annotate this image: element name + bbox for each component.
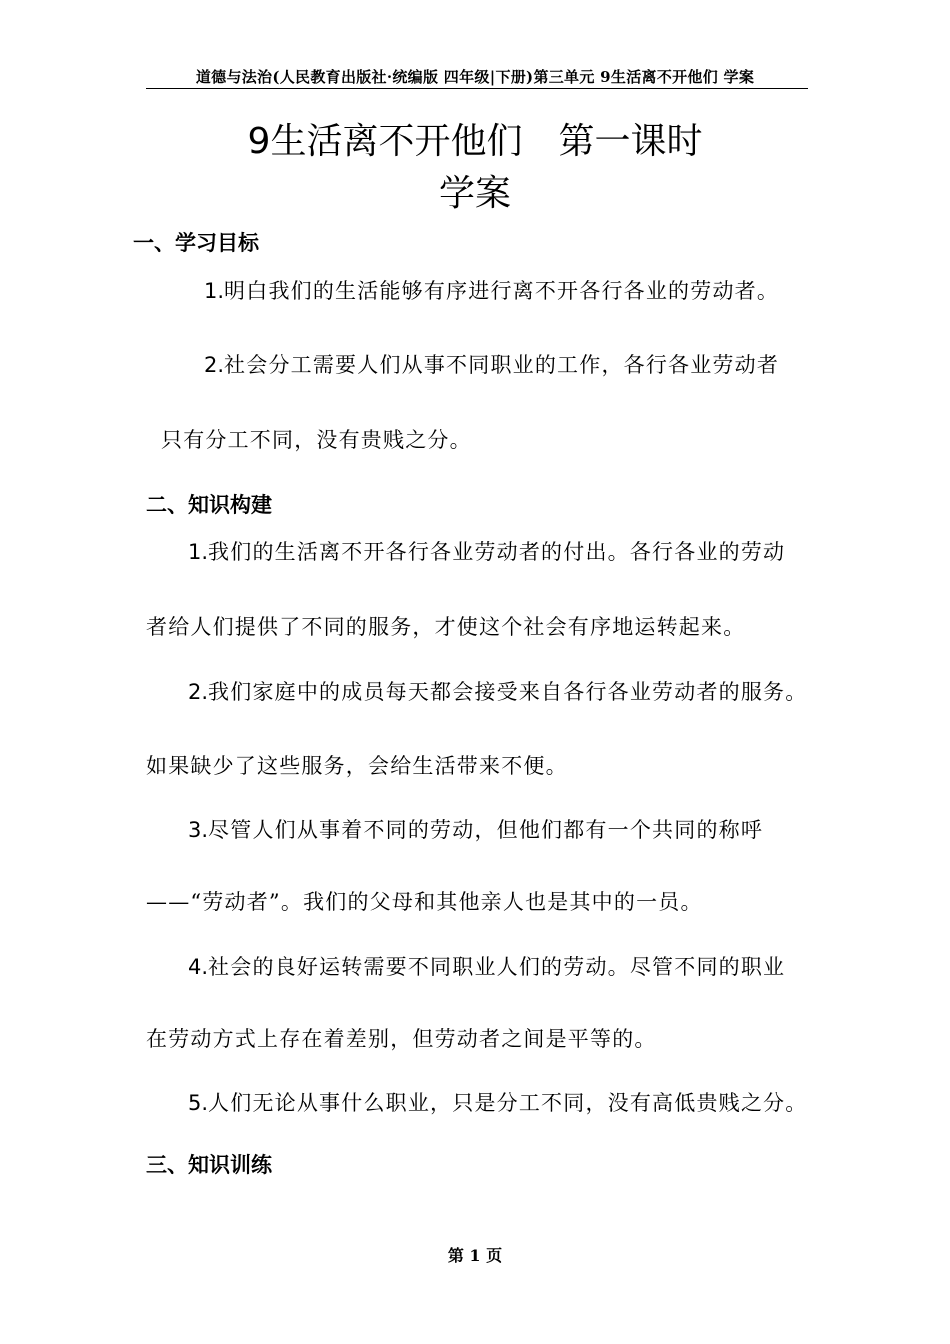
- knowledge-item-5-number: 5.: [188, 1091, 209, 1115]
- knowledge-item-1-number: 1.: [188, 540, 209, 564]
- section-heading-knowledge-training: 三、知识训练: [146, 1153, 272, 1177]
- document-title: 9生活离不开他们 第一课时: [247, 121, 703, 162]
- goal-item-1: [204, 276, 779, 306]
- goal-item-2-number: 2.: [204, 353, 225, 377]
- goal-item-1-text: 明白我们的生活能够有序进行离不开各行各业的劳动者。: [224, 279, 780, 303]
- knowledge-item-4-text: 社会的良好运转需要不同职业人们的劳动。尽管不同的职业: [208, 955, 786, 979]
- page-number: 第 1 页: [447, 1246, 503, 1265]
- knowledge-item-1: [188, 537, 785, 567]
- knowledge-item-1-continuation: 者给人们提供了不同的服务，才使这个社会有序地运转起来。: [146, 615, 746, 639]
- knowledge-item-3-text: 尽管人们从事着不同的劳动，但他们都有一个共同的称呼: [208, 818, 764, 842]
- goal-item-1-number: 1.: [204, 279, 225, 303]
- knowledge-item-2: [188, 677, 807, 707]
- goal-item-2: [204, 350, 779, 380]
- knowledge-item-1-text: 我们的生活离不开各行各业劳动者的付出。各行各业的劳动: [208, 540, 786, 564]
- knowledge-item-3: [188, 815, 763, 845]
- knowledge-item-2-number: 2.: [188, 680, 209, 704]
- knowledge-item-4-number: 4.: [188, 955, 209, 979]
- section-heading-learning-goals: 一、学习目标: [133, 231, 259, 255]
- knowledge-item-2-text: 我们家庭中的成员每天都会接受来自各行各业劳动者的服务。: [208, 680, 808, 704]
- knowledge-item-4-continuation: 在劳动方式上存在着差别，但劳动者之间是平等的。: [146, 1027, 657, 1051]
- knowledge-item-3-number: 3.: [188, 818, 209, 842]
- header-rule: [146, 88, 808, 89]
- knowledge-item-5: [188, 1088, 807, 1118]
- goal-item-2-continuation: 只有分工不同，没有贵贱之分。: [161, 428, 472, 452]
- knowledge-item-2-continuation: 如果缺少了这些服务，会给生活带来不便。: [146, 754, 568, 778]
- section-heading-knowledge-construction: 二、知识构建: [146, 493, 272, 517]
- goal-item-2-text: 社会分工需要人们从事不同职业的工作，各行各业劳动者: [224, 353, 780, 377]
- knowledge-item-4: [188, 952, 785, 982]
- document-subtitle: 学案: [438, 173, 511, 214]
- knowledge-item-3-continuation: ——“劳动者”。我们的父母和其他亲人也是其中的一员。: [146, 890, 703, 914]
- knowledge-item-5-text: 人们无论从事什么职业，只是分工不同，没有高低贵贱之分。: [208, 1091, 808, 1115]
- running-header: 道德与法治(人民教育出版社·统编版 四年级|下册)第三单元 9生活离不开他们 学案: [195, 68, 755, 86]
